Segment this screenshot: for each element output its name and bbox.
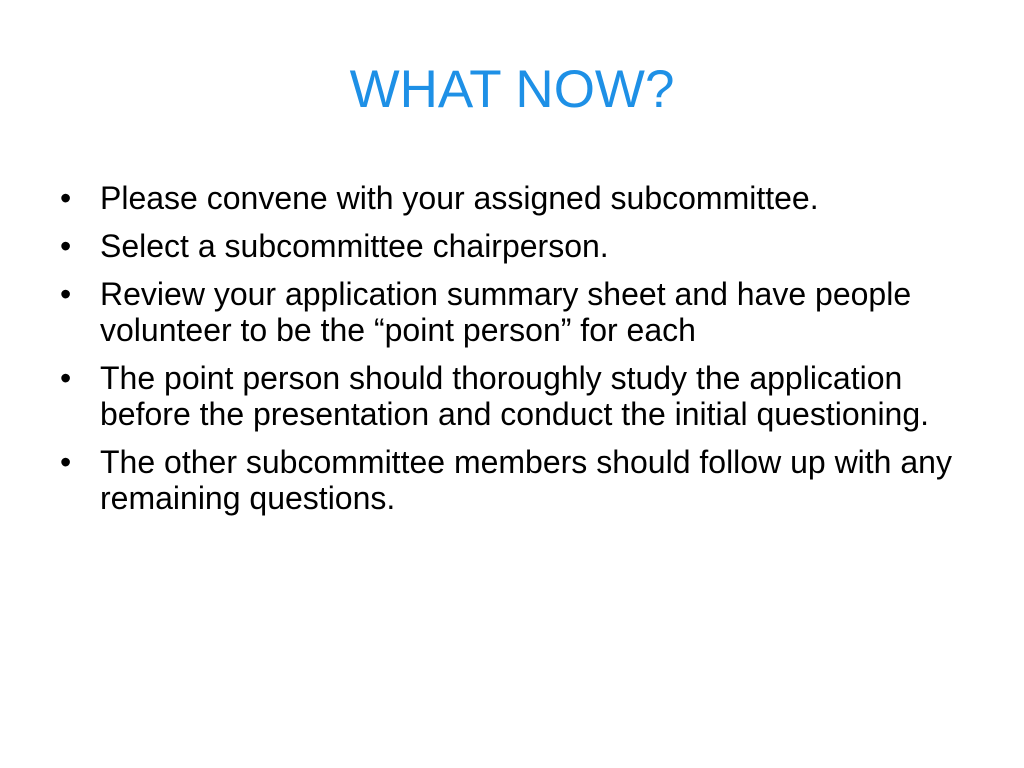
bullet-list <box>60 180 970 528</box>
list-item <box>60 228 970 264</box>
bullet-text: The other subcommittee members should follow up with any remaining questions. <box>100 444 952 516</box>
bullet-text: Please convene with your assigned subcommittee. <box>100 180 819 216</box>
bullet-text: Review your application summary sheet and have people volunteer to be the “point person” for each <box>100 276 912 348</box>
bullet-text: The point person should thoroughly study the application before the presentation and conduct the initial questioning. <box>100 360 930 432</box>
list-item <box>60 180 970 216</box>
bullet-icon: • <box>60 228 72 264</box>
bullet-icon: • <box>60 360 72 396</box>
list-item <box>60 360 970 432</box>
slide-title: WHAT NOW? <box>349 60 675 119</box>
list-item <box>60 444 970 516</box>
bullet-icon: • <box>60 180 72 216</box>
bullet-icon: • <box>60 444 72 480</box>
bullet-text: Select a subcommittee chairperson. <box>100 228 609 264</box>
bullet-icon: • <box>60 276 72 312</box>
list-item <box>60 276 970 348</box>
